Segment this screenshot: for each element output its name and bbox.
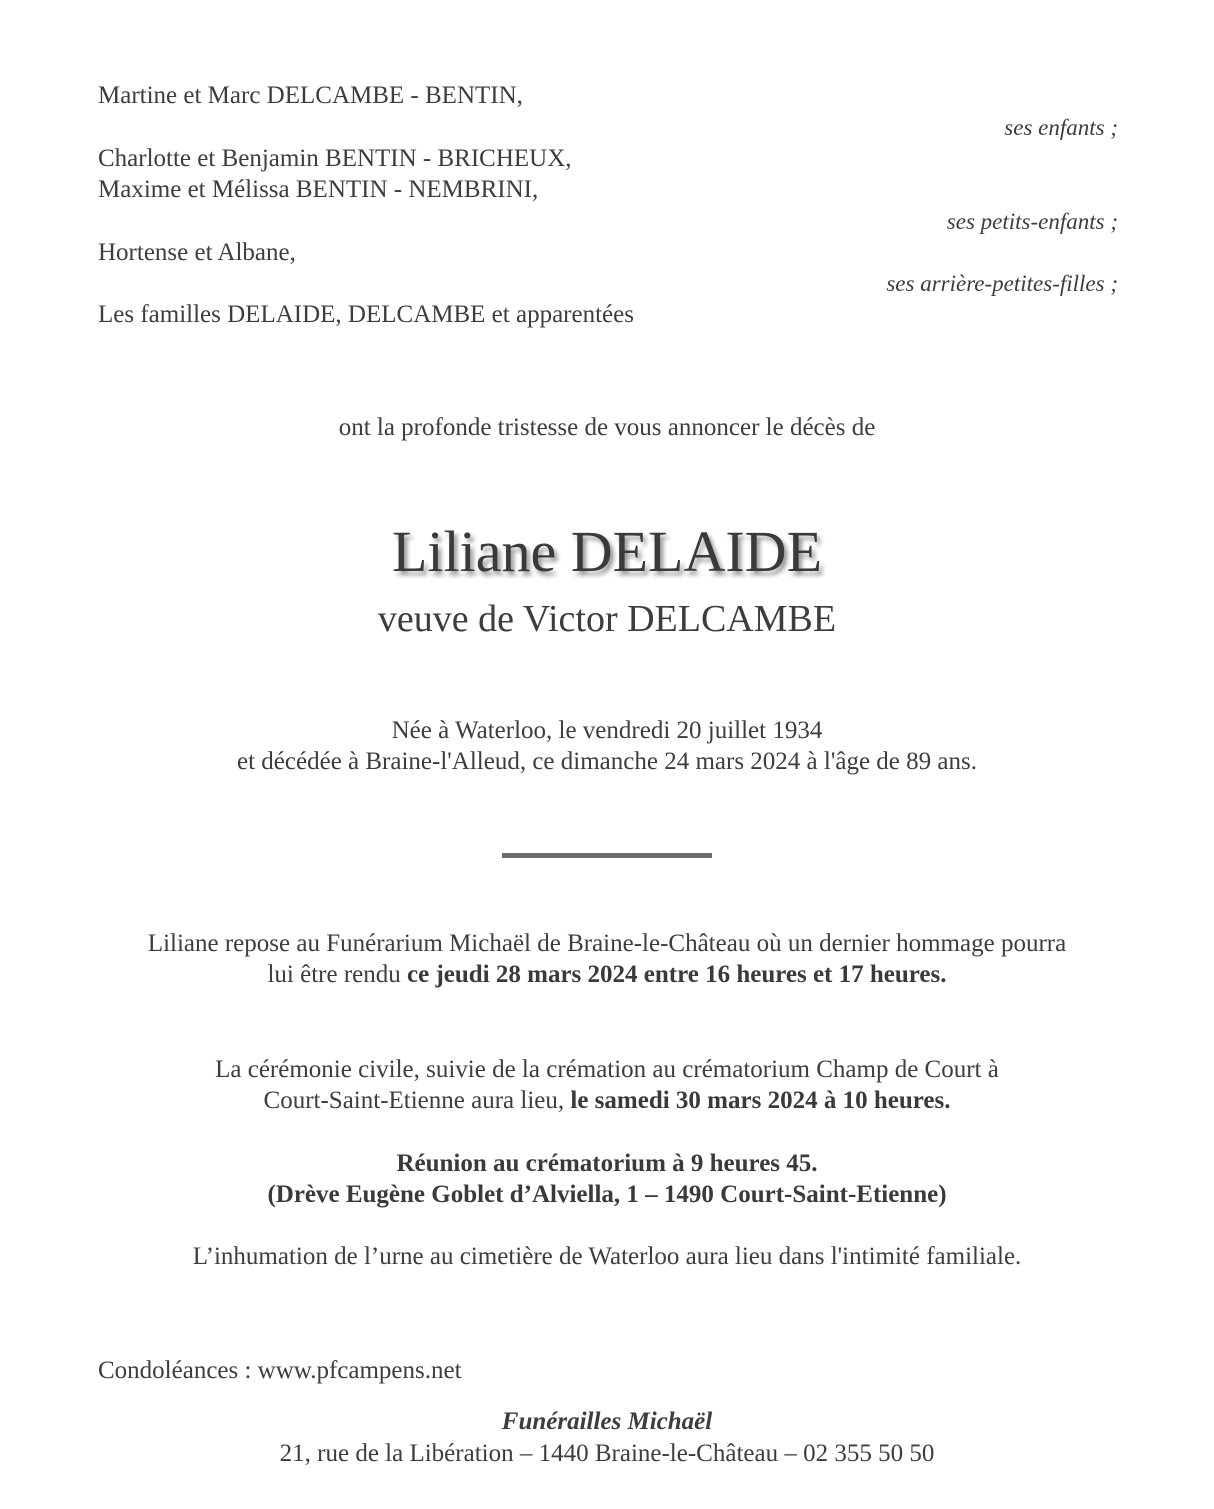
- visitation-date: ce jeudi 28 mars 2024 entre 16 heures et 17 heures.: [407, 961, 947, 988]
- visitation-line-2: [0, 960, 1214, 990]
- great-grandchildren-names: Hortense et Albane,: [98, 239, 296, 266]
- meeting-text: Réunion au crématorium à 9 heures 45.: [396, 1150, 818, 1177]
- extended-families: Les familles DELAIDE, DELCAMBE et apparentées: [98, 301, 634, 328]
- death-info: et décédée à Braine-l'Alleud, ce dimanche 24 mars 2024 à l'âge de 89 ans.: [237, 748, 977, 775]
- children-role: ses enfants ;: [1004, 115, 1118, 140]
- children-names: Martine et Marc DELCAMBE - BENTIN,: [98, 82, 523, 109]
- great-grandchildren-role: ses arrière-petites-filles ;: [886, 271, 1118, 296]
- crematorium-address: [0, 1180, 1214, 1210]
- grandchildren-names-2: Maxime et Mélissa BENTIN - NEMBRINI,: [98, 176, 539, 203]
- birth-info: Née à Waterloo, le vendredi 20 juillet 1934: [391, 717, 823, 744]
- widow-of: veuve de Victor DELCAMBE: [377, 598, 837, 640]
- funeral-home-address: 21, rue de la Libération – 1440 Braine-le-Château – 02 355 50 50: [279, 1440, 935, 1467]
- ceremony-text: Court-Saint-Etienne aura lieu,: [263, 1087, 571, 1114]
- visitation-line-1: Liliane repose au Funérarium Michaël de Braine-le-Château où un dernier hommage pourra: [147, 930, 1067, 957]
- meeting-info: [0, 1149, 1214, 1179]
- condolences-link[interactable]: Condoléances : www.pfcampens.net: [98, 1357, 462, 1384]
- visitation-text: lui être rendu: [267, 961, 407, 988]
- funeral-home-name: Funérailles Michaël: [501, 1408, 713, 1435]
- grandchildren-names-1: Charlotte et Benjamin BENTIN - BRICHEUX,: [98, 145, 572, 172]
- section-divider: [502, 853, 712, 858]
- ceremony-date: le samedi 30 mars 2024 à 10 heures.: [570, 1087, 951, 1114]
- crematorium-address-text: (Drève Eugène Goblet d’Alviella, 1 – 1490 Court-Saint-Etienne): [267, 1181, 947, 1208]
- burial-info: L’inhumation de l’urne au cimetière de Waterloo aura lieu dans l'intimité familiale.: [192, 1243, 1022, 1270]
- ceremony-line-2: [0, 1086, 1214, 1116]
- grandchildren-role: ses petits-enfants ;: [946, 209, 1118, 234]
- ceremony-line-1: La cérémonie civile, suivie de la crémation au crématorium Champ de Court à: [215, 1056, 999, 1083]
- announcement-text: ont la profonde tristesse de vous annoncer le décès de: [338, 414, 876, 441]
- deceased-name: Liliane DELAIDE: [391, 519, 822, 584]
